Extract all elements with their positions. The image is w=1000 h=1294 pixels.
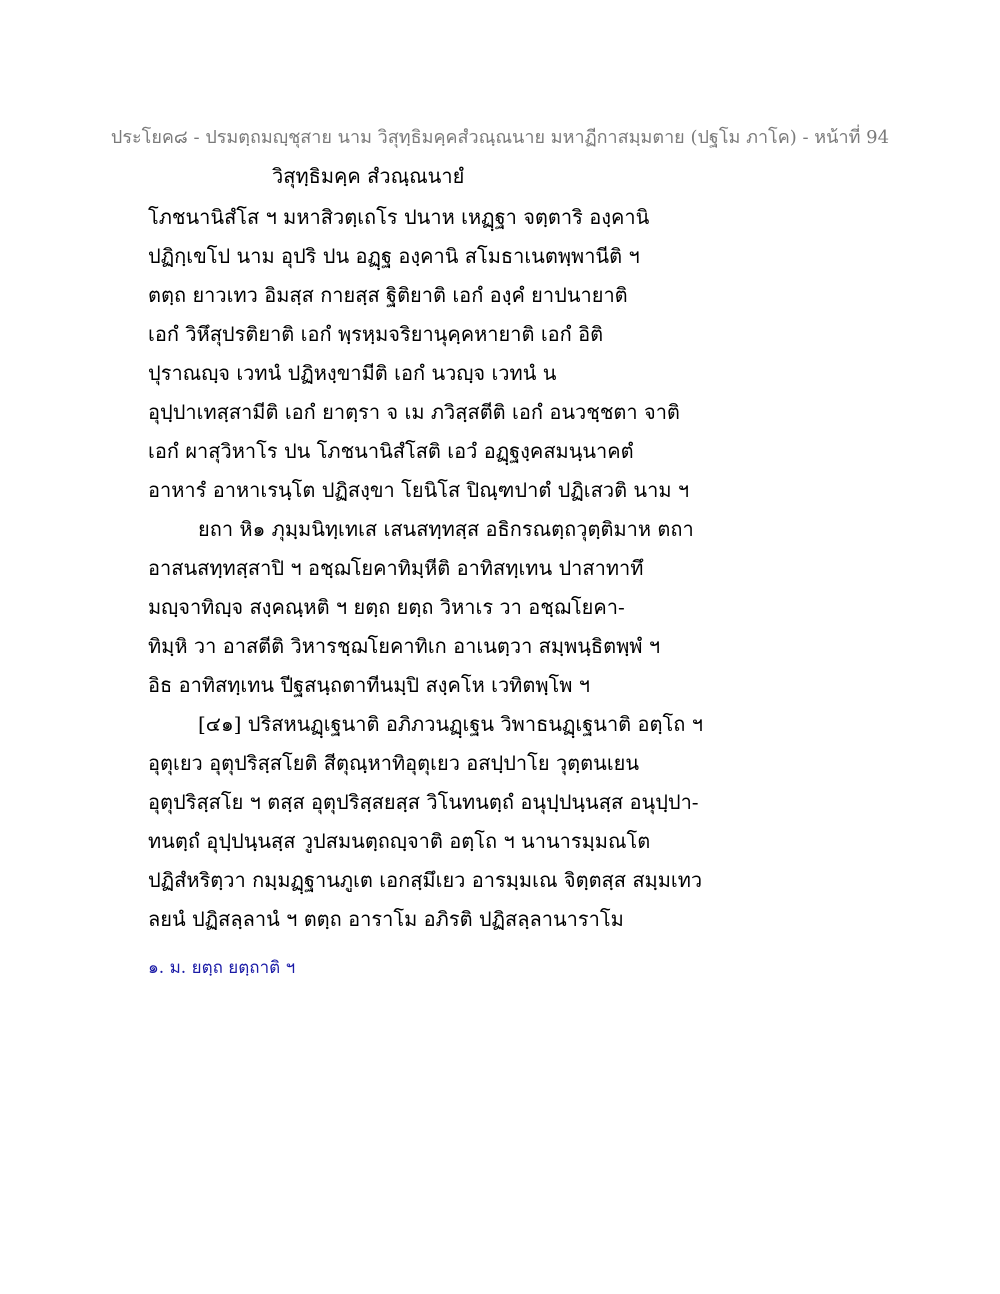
text-line: อุตุปริสฺสโย ฯ ตสฺส อุตุปริสฺสยสฺส วิโนทนตฺถํ อนุปฺปนฺนสฺส อนุปฺปา- — [148, 790, 699, 814]
text-line: อุปฺปาเทสฺสามีติ เอกํ ยาตฺรา จ เม ภวิสฺสตีติ เอกํ อนวชฺชตา จาติ — [148, 400, 680, 424]
footnote: ๑. ม. ยตฺถ ยตฺถาติ ฯ — [148, 958, 296, 978]
running-header: ประโยค๘ - ปรมตฺถมญฺชุสาย นาม วิสุทฺธิมคฺคสํวณฺณนาย มหาฏีกาสมฺมตาย (ปฐโม ภาโค) - หน้าที่ 94 — [110, 127, 890, 148]
text-line: อาสนสทฺทสฺสาปิ ฯ อชฺฌโยคาทิมฺหีติ อาทิสทฺเทน ปาสาทาทึ — [148, 556, 644, 580]
body-text — [148, 198, 848, 939]
text-line: มญฺจาทิญฺจ สงฺคณฺหติ ฯ ยตฺถ ยตฺถ วิหาเร วา อชฺฌโยคา- — [148, 595, 625, 619]
text-line: เอกํ วิหึสุปรติยาติ เอกํ พฺรหฺมจริยานุคฺคหายาติ เอกํ อิติ — [148, 322, 604, 346]
text-line: อุตุเยว อุตุปริสฺสโยติ สีตุณฺหาทิอุตุเยว อสปฺปาโย วุตฺตนเยน — [148, 751, 640, 775]
text-line: ตตฺถ ยาวเทว อิมสฺส กายสฺส ฐิติยาติ เอกํ องฺคํ ยาปนายาติ — [148, 283, 628, 307]
text-line: ทนตฺถํ อุปฺปนฺนสฺส วูปสมนตฺถญฺจาติ อตฺโถ ฯ นานารมฺมณโต — [148, 829, 651, 853]
text-line: อิธ อาทิสทฺเทน ปีฐสนฺถตาทีนมฺปิ สงฺคโห เวทิตพฺโพ ฯ — [148, 673, 591, 697]
text-line: ปฏิกฺเขโป นาม อุปริ ปน อฏฺฐ องฺคานิ สโมธาเนตพฺพานีติ ฯ — [148, 244, 640, 268]
text-line-paragraph-start: [๔๑] ปริสหนฏฺเฐนาติ อภิภวนฏฺเฐน วิพาธนฏฺเฐนาติ อตฺโถ ฯ — [198, 712, 703, 736]
text-line: ทิมฺหิ วา อาสตีติ วิหารชฺฌโยคาทิเก อาเนตฺวา สมฺพนฺธิตพฺพํ ฯ — [148, 634, 661, 658]
text-line: ปุราณญฺจ เวทนํ ปฏิหงฺขามีติ เอกํ นวญฺจ เวทนํ น — [148, 361, 557, 385]
section-title: วิสุทฺธิมคฺค สํวณฺณนายํ — [272, 164, 465, 188]
text-line: ปฏิสํหริตฺวา กมฺมฏฺฐานภูเต เอกสฺมึเยว อารมฺมเณ จิตฺตสฺส สมฺมเทว — [148, 868, 703, 892]
text-line-paragraph-start: ยถา หิ๑ ภุมฺมนิทฺเทเส เสนสทฺทสฺส อธิกรณตฺถวุตฺติมาห ตถา — [198, 517, 694, 541]
text-line: ลยนํ ปฏิสลฺลานํ ฯ ตตฺถ อาราโม อภิรติ ปฏิสลฺลานาราโม — [148, 907, 624, 931]
text-line: เอกํ ผาสุวิหาโร ปน โภชนานิสํโสติ เอวํ อฏฺฐงฺคสมนฺนาคตํ — [148, 439, 634, 463]
text-line: โภชนานิสํโส ฯ มหาสิวตฺเถโร ปนาห เหฏฺฐา จตฺตาริ องฺคานิ — [148, 205, 650, 229]
text-line: อาหารํ อาหาเรนฺโต ปฏิสงฺขา โยนิโส ปิณฺฑปาตํ ปฏิเสวติ นาม ฯ — [148, 478, 690, 502]
